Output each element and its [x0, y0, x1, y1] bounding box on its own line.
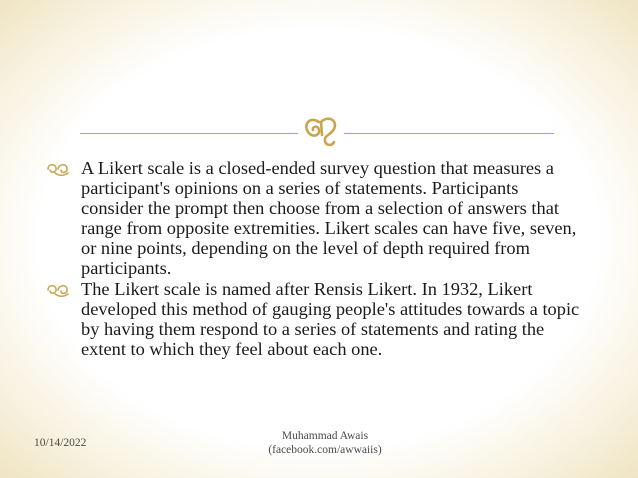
footer-date: 10/14/2022 [34, 437, 87, 449]
bullet-item-2 [45, 279, 585, 359]
author-name: Muhammad Awais [281, 430, 369, 442]
bullet-text-1: A Likert scale is a closed-ended survey question that measures a participant's opinions on a series of statements. Participants consider the prompt then choose from a selection of answers that range from opposite extremities. Likert scales can have five, seven, or nine points, depending on the level of depth required from participants. [81, 158, 577, 279]
author-handle: (facebook.com/awwaiis) [268, 444, 382, 456]
footer-author [230, 429, 420, 457]
bullet-item-1 [45, 158, 585, 279]
header-rule-right [344, 133, 554, 134]
bullet-list [45, 158, 585, 359]
header-rule-left [80, 133, 298, 134]
flourish-bullet-icon [45, 161, 71, 177]
flourish-ornament-icon [300, 110, 342, 150]
bullet-text-2: The Likert scale is named after Rensis Likert. In 1932, Likert developed this method of gauging people's attitudes towards a topic by having them respond to a series of statements and rating the extent to which they feel about each one. [81, 278, 580, 359]
flourish-bullet-icon [45, 282, 71, 298]
